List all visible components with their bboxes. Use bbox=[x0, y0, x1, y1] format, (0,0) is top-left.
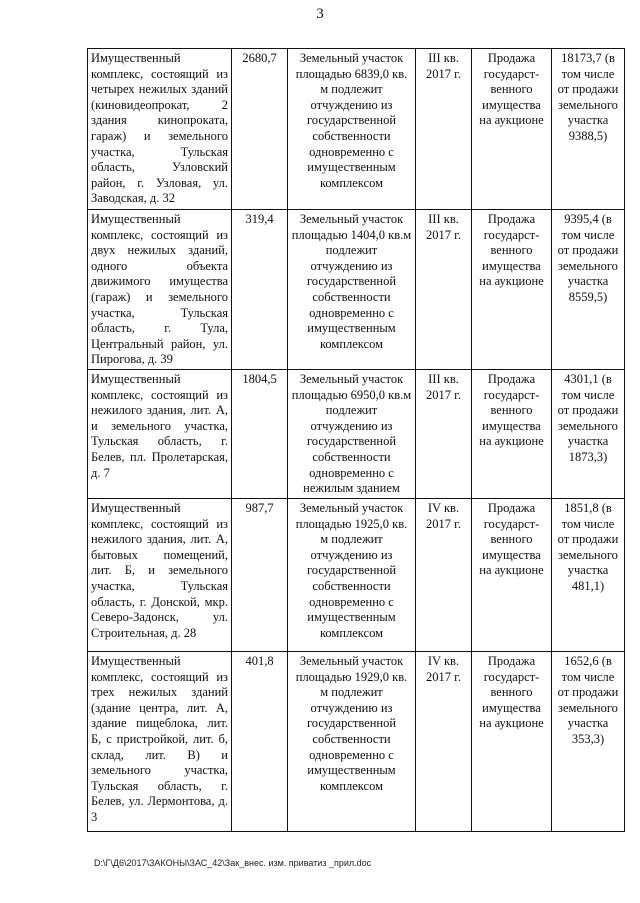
period-cell: III кв. 2017 г. bbox=[416, 49, 472, 210]
period-cell: IV кв. 2017 г. bbox=[416, 498, 472, 651]
table-row bbox=[88, 210, 625, 370]
property-name-cell: Имущественный комплекс, состоящий из нежилого здания, лит. А, и земельного участка, Тульская область, г. Белев, пл. Пролетарская, д. 7 bbox=[88, 369, 232, 498]
sale-method-cell: Продажа государст-венного имущества на аукционе bbox=[472, 498, 552, 651]
sale-method-cell: Продажа государст-венного имущества на аукционе bbox=[472, 651, 552, 831]
period-cell: III кв. 2017 г. bbox=[416, 210, 472, 370]
period-cell: III кв. 2017 г. bbox=[416, 369, 472, 498]
land-plot-cell: Земельный участок площадью 6839,0 кв. м подлежит отчуждению из государственной собственности одновременно с имущественным комплексом bbox=[288, 49, 416, 210]
land-plot-cell: Земельный участок площадью 1404,0 кв.м подлежит отчуждению из государственной собственности одновременно с имущественным комплексом bbox=[288, 210, 416, 370]
table-row bbox=[88, 49, 625, 210]
land-plot-cell: Земельный участок площадью 1925,0 кв. м подлежит отчуждению из государственной собственности одновременно с имущественным комплексом bbox=[288, 498, 416, 651]
property-name-cell: Имущественный комплекс, состоящий из двух нежилых зданий, одного объекта движимого имущества (гараж) и земельного участка, Тульская область, г. Тула, Центральный район, ул. Пирогова, д. 39 bbox=[88, 210, 232, 370]
area-cell: 1804,5 bbox=[232, 369, 288, 498]
price-cell: 18173,7 (в том числе от продажи земельного участка 9388,5) bbox=[552, 49, 625, 210]
price-cell: 1652,6 (в том числе от продажи земельного участка 353,3) bbox=[552, 651, 625, 831]
file-path-footer: D:\Г\Д6\2017\ЗАКОНЫ\ЗАС_42\Зак_внес. изм. приватиз _прил.doc bbox=[94, 858, 372, 868]
sale-method-cell: Продажа государст-венного имущества на аукционе bbox=[472, 369, 552, 498]
property-table bbox=[87, 48, 625, 832]
area-cell: 987,7 bbox=[232, 498, 288, 651]
sale-method-cell: Продажа государст-венного имущества на аукционе bbox=[472, 49, 552, 210]
land-plot-cell: Земельный участок площадью 1929,0 кв. м подлежит отчуждению из государственной собственности одновременно с имущественным комплексом bbox=[288, 651, 416, 831]
price-cell: 1851,8 (в том числе от продажи земельного участка 481,1) bbox=[552, 498, 625, 651]
area-cell: 2680,7 bbox=[232, 49, 288, 210]
area-cell: 401,8 bbox=[232, 651, 288, 831]
price-cell: 9395,4 (в том числе от продажи земельного участка 8559,5) bbox=[552, 210, 625, 370]
property-name-cell: Имущественный комплекс, состоящий из четырех нежилых зданий (киновидеопрокат, 2 здания кинопроката, гараж) и земельного участка, Тульская область, Узловский район, г. Узловая, ул. Заводская, д. 32 bbox=[88, 49, 232, 210]
property-name-cell: Имущественный комплекс, состоящий из трех нежилых зданий (здание центра, лит. А, здание пищеблока, лит. Б, с пристройкой, лит. б, склад, лит. В) и земельного участка, Тульская область, г. Белев, ул. Лермонтова, д. 3 bbox=[88, 651, 232, 831]
land-plot-cell: Земельный участок площадью 6950,0 кв.м подлежит отчуждению из государственной собственности одновременно с нежилым зданием bbox=[288, 369, 416, 498]
table-row bbox=[88, 651, 625, 831]
period-cell: IV кв. 2017 г. bbox=[416, 651, 472, 831]
page-number: 3 bbox=[316, 6, 324, 22]
table-row bbox=[88, 498, 625, 651]
price-cell: 4301,1 (в том числе от продажи земельного участка 1873,3) bbox=[552, 369, 625, 498]
property-name-cell: Имущественный комплекс, состоящий из нежилого здания, лит. А, бытовых помещений, лит. Б, и земельного участка, Тульская область, г. Донской, мкр. Северо-Задонск, ул. Строительная, д. 28 bbox=[88, 498, 232, 651]
table-row bbox=[88, 369, 625, 498]
area-cell: 319,4 bbox=[232, 210, 288, 370]
sale-method-cell: Продажа государст-венного имущества на аукционе bbox=[472, 210, 552, 370]
